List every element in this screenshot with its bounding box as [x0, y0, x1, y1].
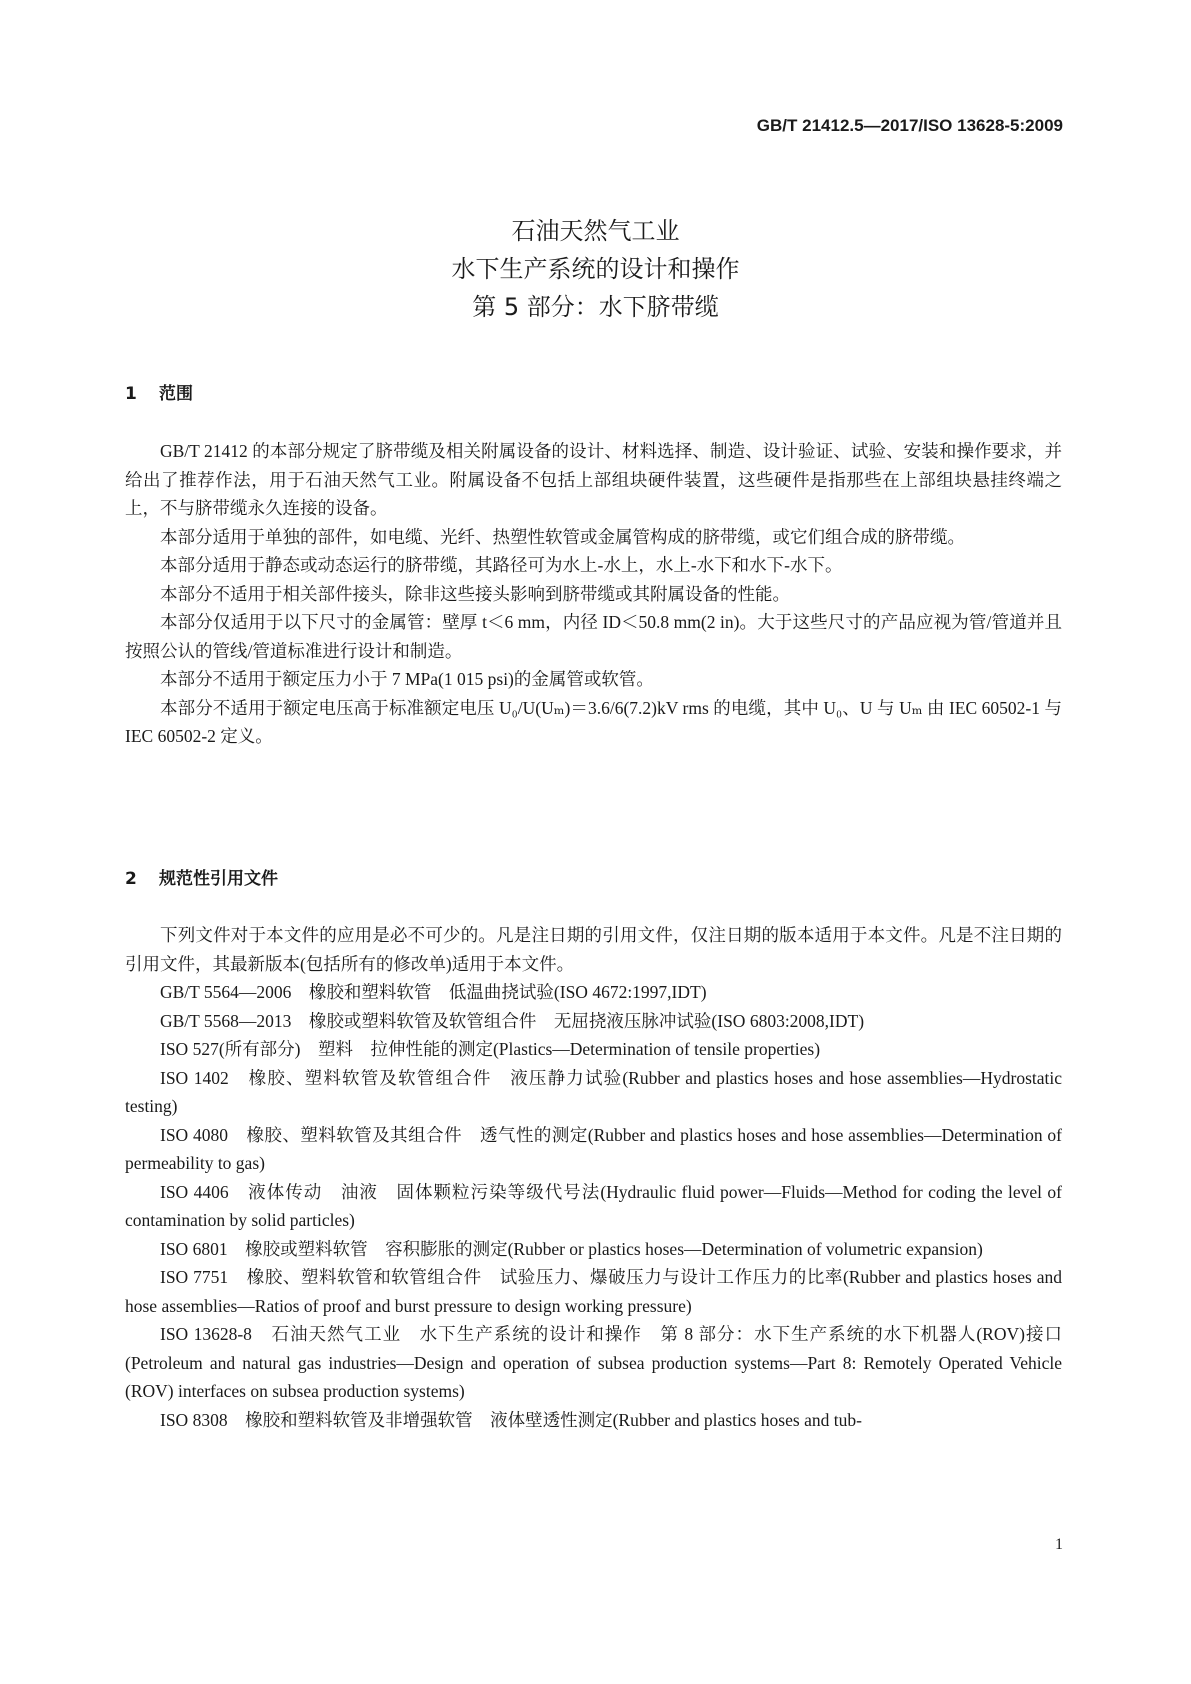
- reference-item: ISO 13628-8 石油天然气工业 水下生产系统的设计和操作 第 8 部分：水下生产系统的水下机器人(ROV)接口(Petroleum and natural gas industries—Design and operation of subsea production systems—Part 8: Remotely Operated Vehicle (ROV) interfaces on subsea production systems): [125, 1324, 1062, 1401]
- paragraph: 本部分仅适用于以下尺寸的金属管：壁厚 t＜6 mm，内径 ID＜50.8 mm(2 in)。大于这些尺寸的产品应视为管/管道并且按照公认的管线/管道标准进行设计和制造。: [125, 612, 1062, 661]
- reference-item: GB/T 5564—2006 橡胶和塑料软管 低温曲挠试验(ISO 4672:1997,IDT): [160, 982, 707, 1002]
- reference-item: GB/T 5568—2013 橡胶或塑料软管及软管组合件 无屈挠液压脉冲试验(ISO 6803:2008,IDT): [160, 1010, 865, 1031]
- section-2-body: [125, 921, 1062, 1434]
- section-number: 1: [125, 384, 137, 404]
- section-title: 范围: [159, 384, 193, 404]
- reference-item: ISO 4406 液体传动 油液 固体颗粒污染等级代号法(Hydraulic fluid power—Fluids—Method for coding the level of contamination by solid particles): [125, 1181, 1062, 1230]
- paragraph: 下列文件对于本文件的应用是必不可少的。凡是注日期的引用文件，仅注日期的版本适用于本文件。凡是不注日期的引用文件，其最新版本(包括所有的修改单)适用于本文件。: [125, 925, 1062, 974]
- section-title: 规范性引用文件: [159, 869, 278, 889]
- paragraph: 本部分不适用于额定电压高于标准额定电压 U₀/U(Uₘ)＝3.6/6(7.2)kV rms 的电缆，其中 U₀、U 与 Uₘ 由 IEC 60502-1 与 IEC 60502-2 定义。: [125, 697, 1062, 746]
- title-line: 石油天然气工业: [511, 217, 680, 245]
- section-heading: [125, 865, 1062, 894]
- section-heading: [125, 380, 1062, 409]
- paragraph: 本部分不适用于额定压力小于 7 MPa(1 015 psi)的金属管或软管。: [160, 669, 654, 689]
- paragraph: 本部分适用于单独的部件，如电缆、光纤、热塑性软管或金属管构成的脐带缆，或它们组合成的脐带缆。: [160, 526, 965, 547]
- title-line: 第 5 部分：水下脐带缆: [472, 293, 719, 321]
- document-title: [0, 212, 1191, 326]
- page-number: 1: [1055, 1536, 1063, 1553]
- reference-item: ISO 527(所有部分) 塑料 拉伸性能的测定(Plastics—Determination of tensile properties): [160, 1039, 821, 1059]
- reference-item: ISO 1402 橡胶、塑料软管及软管组合件 液压静力试验(Rubber and plastics hoses and hose assemblies—Hydrostatic testing): [125, 1067, 1062, 1116]
- section-1-body: [125, 437, 1062, 751]
- paragraph: GB/T 21412 的本部分规定了脐带缆及相关附属设备的设计、材料选择、制造、设计验证、试验、安装和操作要求，并给出了推荐作法，用于石油天然气工业。附属设备不包括上部组块硬件装置，这些硬件是指那些在上部组块悬挂终端之上，不与脐带缆永久连接的设备。: [125, 441, 1062, 518]
- reference-item: ISO 4080 橡胶、塑料软管及其组合件 透气性的测定(Rubber and plastics hoses and hose assemblies—Determination of permeability to gas): [125, 1124, 1062, 1173]
- paragraph: 本部分适用于静态或动态运行的脐带缆，其路径可为水上-水上，水上-水下和水下-水下。: [160, 555, 843, 575]
- section-number: 2: [125, 869, 137, 889]
- reference-item: ISO 6801 橡胶或塑料软管 容积膨胀的测定(Rubber or plastics hoses—Determination of volumetric expansion): [160, 1238, 983, 1259]
- paragraph: 本部分不适用于相关部件接头，除非这些接头影响到脐带缆或其附属设备的性能。: [160, 583, 790, 604]
- standard-code-header: GB/T 21412.5—2017/ISO 13628-5:2009: [756, 116, 1063, 135]
- reference-item: ISO 7751 橡胶、塑料软管和软管组合件 试验压力、爆破压力与设计工作压力的比率(Rubber and plastics hoses and hose assemblies—Ratios of proof and burst pressure to design working pressure): [125, 1267, 1062, 1316]
- reference-item: ISO 8308 橡胶和塑料软管及非增强软管 液体壁透性测定(Rubber and plastics hoses and tub-: [160, 1409, 862, 1430]
- title-line: 水下生产系统的设计和操作: [451, 255, 740, 283]
